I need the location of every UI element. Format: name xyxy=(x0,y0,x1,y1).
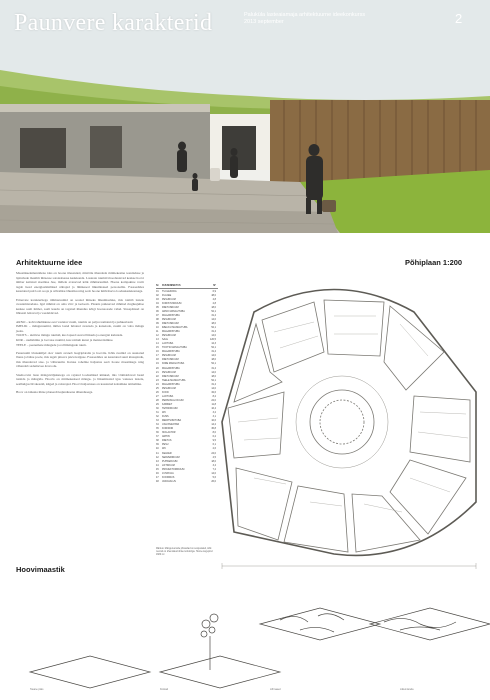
legend-header: Nr RUUMINIMETUS M² xyxy=(156,284,218,289)
room-name: MAGAMISTUBA xyxy=(162,382,180,386)
room-area: 52,1 xyxy=(211,362,216,366)
page-number: 2 xyxy=(455,11,463,26)
page-title: Paunvere karakterid xyxy=(14,10,213,36)
room-area: 52,1 xyxy=(211,346,216,350)
room-number: 42 xyxy=(156,455,159,459)
room-number: 33 xyxy=(156,419,159,423)
hero-rendering xyxy=(0,0,490,233)
room-name: TEHNORUUM xyxy=(162,407,178,410)
room-name: LAOTUBA xyxy=(162,394,174,398)
room-number: 31 xyxy=(156,411,159,415)
room-name: FUAJEE xyxy=(162,293,172,297)
room-number: 28 xyxy=(156,398,159,402)
room-area: 14,0 xyxy=(211,354,216,358)
idea-paragraph: ARNO – kohl rahulikkuse eest vastutav ruum, ruumis on palju raamatuid ja puhkealasid. IMELIK – mänguruumid, milles lastel lubatud avastada ja katsetada, ruumi on vaba mängu jaoks. TOOTS – aktiivse mängu ruumid, kus lapsed saavad liikuda ja energiat kulutada. KIIR – uudishimu ja loovuse ruumid, kus toimub kunst ja meisterdamine. TEELE – peenemate mängude ja rollimängude ruum. xyxy=(16,319,144,347)
room-number: 17 xyxy=(156,354,159,358)
room-number: 23 xyxy=(156,378,159,382)
room-name: LAOTUBA xyxy=(162,342,174,346)
room-area: 52,1 xyxy=(211,326,216,330)
idea-paragraph: Hoov on isikuna ühise planeedi kujundusena tähendusega. xyxy=(16,390,94,395)
room-name: RIIETUSRUUM xyxy=(162,374,179,378)
room-area: 31,4 xyxy=(211,350,216,354)
room-number: 10 xyxy=(156,326,159,330)
room-area: 8,2 xyxy=(212,394,216,398)
room-number: 01 xyxy=(156,289,159,293)
room-name: WC xyxy=(162,447,166,451)
room-number: 22 xyxy=(156,374,159,378)
room-number: 40 xyxy=(156,447,159,451)
room-area: 31,4 xyxy=(211,366,216,370)
room-number: 13 xyxy=(156,338,159,342)
room-name: KORIDOR xyxy=(162,427,174,431)
room-name: SERVERIRUUM xyxy=(162,455,180,459)
legend-row xyxy=(156,480,218,484)
room-number: 46 xyxy=(156,471,159,475)
room-number: 30 xyxy=(156,407,159,410)
room-area: 32,6 xyxy=(211,390,216,394)
room-area: 14,0 xyxy=(211,317,216,321)
floor-plan xyxy=(214,272,484,572)
diagram-caption: Lõhnaaed xyxy=(270,688,281,691)
room-number: 03 xyxy=(156,297,159,301)
room-name: MAGAMISTUBA xyxy=(162,350,180,354)
room-area: 18,0 xyxy=(211,459,216,463)
room-number: 16 xyxy=(156,350,159,354)
room-number: 47 xyxy=(156,475,159,479)
room-name: PESURUUM xyxy=(162,317,176,321)
room-number: 27 xyxy=(156,394,159,398)
room-name: KELDER xyxy=(162,451,172,455)
room-number: 12 xyxy=(156,334,159,338)
room-area: 14,0 xyxy=(211,471,216,475)
room-area: 14,0 xyxy=(211,370,216,374)
room-area: 2,6 xyxy=(212,447,216,451)
room-area: 120,5 xyxy=(210,338,216,342)
room-area: 3,4 xyxy=(212,463,216,467)
room-name: TOOTSI MÄNGUTUBA xyxy=(162,346,187,350)
room-name: RIIETUSRUUM xyxy=(162,358,179,362)
room-area: 12,3 xyxy=(211,342,216,346)
room-area: 2,8 xyxy=(212,301,216,305)
room-area: 4,8 xyxy=(212,297,216,301)
room-name: MEDITSIINITUBA xyxy=(162,419,182,423)
courtyard-diagrams xyxy=(0,578,490,690)
diagram-caption: Künkad xyxy=(160,688,169,691)
room-name: RIIETUSRUUM xyxy=(162,305,179,309)
diagram-caption: Tasane plats xyxy=(30,688,44,691)
room-area: 5,6 xyxy=(212,475,216,479)
room-number: 09 xyxy=(156,322,159,326)
room-name: RIIETUSRUUM xyxy=(162,322,179,326)
room-name: PUHKERUUM xyxy=(162,459,178,463)
room-area: 31,4 xyxy=(211,313,216,317)
room-number: 29 xyxy=(156,402,159,406)
room-name: ARHIIV xyxy=(162,435,170,439)
room-area: 18,0 xyxy=(211,305,216,309)
room-name: KORISTUSRUUM xyxy=(162,301,182,305)
room-name: PESURUUM xyxy=(162,297,176,301)
room-area: 18,0 xyxy=(211,322,216,326)
idea-paragraph: Sisehoovist laste mänguväljakutega on rajatud looduslikud künkad, mis võimaldavad lastel turnida ja mängida. Hoovis on mitmekesised mängu- ja liikumisalad igas vanuses lastele, sealhulgas liivakastid, kiiged ja rattarajad. Hoovi haljastuses on kasutatud kohalikke taimeliike. xyxy=(16,372,144,386)
room-area: 9,5 xyxy=(212,439,216,443)
room-name: IMELIKU MÄNGUTUBA xyxy=(162,326,188,330)
diagram-caption: Liikumisrada xyxy=(400,688,414,691)
idea-paragraph: Erinevate karakteritega rühmaruumid on seotud ühiseks liikumisalaks, mis toimib lastele avastamisradana. Igal rühmal on oma värv ja iseloom. Plaanis paiknevad rühmad ringikujulise keskse saali ümber, saali kaudu on tagatud ühendus kõigi hooneosade vahel. Sissepääsud on lihtsasti leitavad ja vaadeldavad. xyxy=(16,297,144,316)
room-number: 15 xyxy=(156,346,159,350)
idea-text xyxy=(16,271,144,398)
room-name: MAGAMISTUBA xyxy=(162,366,180,370)
room-area: 6,2 xyxy=(212,435,216,439)
room-area: 3,1 xyxy=(212,415,216,419)
room-area: 3,2 xyxy=(212,411,216,415)
room-area: 22,0 xyxy=(211,398,216,402)
room-number: 26 xyxy=(156,390,159,394)
room-number: 34 xyxy=(156,423,159,427)
room-number: 06 xyxy=(156,309,159,313)
room-number: 25 xyxy=(156,386,159,390)
room-number: 32 xyxy=(156,415,159,419)
room-name: KIIRE MÄNGUTUBA xyxy=(162,362,185,366)
competition-subtitle: Paluküla lasteaiamaja arhitektuurne ideekonkurss 2013 september xyxy=(244,12,366,25)
room-number: 07 xyxy=(156,313,159,317)
room-number: 05 xyxy=(156,305,159,309)
room-name: JUHATAJA xyxy=(162,471,174,475)
courtyard-heading: Hoovimaastik xyxy=(16,565,65,574)
room-number: 14 xyxy=(156,342,159,346)
room-name: KÖÖK xyxy=(162,390,169,394)
room-area: 18,0 xyxy=(211,374,216,378)
room-name: SAAL xyxy=(162,338,169,342)
room-number: 08 xyxy=(156,317,159,321)
room-area: 7,2 xyxy=(212,467,216,471)
room-legend xyxy=(156,284,218,484)
room-name: PROJEKTORIRUUM xyxy=(162,467,185,471)
room-name: MAGAMISTUBA xyxy=(162,313,180,317)
room-area: 11,8 xyxy=(211,402,216,406)
room-name: TUULEKODA xyxy=(162,289,177,293)
room-number: 45 xyxy=(156,467,159,471)
room-name: TEELE MÄNGUTUBA xyxy=(162,378,186,382)
room-name: ISOLAATOR xyxy=(162,431,176,435)
room-number: 43 xyxy=(156,459,159,463)
room-name: PESU xyxy=(162,443,169,447)
room-area: 6,9 xyxy=(212,289,216,293)
room-number: 04 xyxy=(156,301,159,305)
room-area: 52,1 xyxy=(211,309,216,313)
room-name: PESURUUM xyxy=(162,386,176,390)
room-area: 36,8 xyxy=(211,427,216,431)
plan-heading: Põhiplaan 1:200 xyxy=(405,258,463,267)
legend-note: Märkus: Mänguruumide põrandad on soojustatud, kõik ruumid on ühendatud ühise koridoriga. Hoone kogupind 1680 m². xyxy=(156,548,213,557)
room-name: LIFTIRUUM xyxy=(162,463,175,467)
room-area: 48,0 xyxy=(211,293,216,297)
room-name: MAGAMISTUBA xyxy=(162,330,180,334)
room-area: 16,4 xyxy=(211,407,216,410)
room-number: 35 xyxy=(156,427,159,431)
room-number: 37 xyxy=(156,435,159,439)
room-number: 18 xyxy=(156,358,159,362)
room-area: 10,6 xyxy=(211,419,216,423)
room-name: ARNO MÄNGUTUBA xyxy=(162,309,185,313)
room-name: DUŠŠ xyxy=(162,415,169,419)
room-name: RIIETUS xyxy=(162,439,172,443)
room-number: 24 xyxy=(156,382,159,386)
room-name: PESURUUM xyxy=(162,370,176,374)
room-name: VARJUALUS xyxy=(162,479,176,483)
idea-paragraph: Pesuruumi lõunaküljel olev ruum avaneb laagriplatsile ja hoovile. Kõik ruumid on suunatud lõuna ja lääne poole, mis tagab piisava päevavalguse. Fassaadides on kasutatud suuri klaaspindu, mis ühendavad sise- ja välisruumi. Katuse roheline haljastus seob hoone maastikuga ning vähendab sademevee äravoolu. xyxy=(16,350,144,369)
room-name: KABINET xyxy=(162,402,173,406)
room-number: 21 xyxy=(156,370,159,374)
room-area: 8,0 xyxy=(212,431,216,435)
idea-heading: Arhitektuurne idee xyxy=(16,258,83,267)
room-area: 14,2 xyxy=(211,423,216,427)
room-area: 31,4 xyxy=(211,330,216,334)
room-number: 48 xyxy=(156,479,159,483)
room-name: PESURUUM xyxy=(162,354,176,358)
idea-paragraph: Maastikuelementidena ides on hoone ülesanded, mistõttu ühendada mitmekesine teeninduse ja õpitubade maailm ühtsesse sotsiaalsesse keskkonda. Lasteaia ruumid moodustavad keskse hoovi ümber kaitstud sisemise õue, millele avanevad kõik rühmaruumid. Hoone kompaktne vorm tagab head energiasäästlikud näitajad ja lühikesed liikumisteed personalile. Fassaadides kasutatud puit loob sooja ja sõbraliku õhustiku ning seob hoone ümbritseva looduskeskkonnaga. xyxy=(16,271,144,294)
room-area: 14,0 xyxy=(211,386,216,390)
room-number: 02 xyxy=(156,293,159,297)
room-number: 11 xyxy=(156,330,159,334)
room-area: 14,0 xyxy=(211,334,216,338)
room-name: PERSONALI RUUM xyxy=(162,398,184,402)
room-number: 44 xyxy=(156,463,159,467)
room-area: 26,0 xyxy=(211,479,216,483)
room-area: 6,1 xyxy=(212,443,216,447)
room-number: 20 xyxy=(156,366,159,370)
room-area: 24,0 xyxy=(211,451,216,455)
room-name: WC xyxy=(162,411,166,415)
room-name: PESURUUM xyxy=(162,334,176,338)
room-name: KOORMUS xyxy=(162,475,175,479)
room-area: 18,0 xyxy=(211,358,216,362)
room-number: 38 xyxy=(156,439,159,443)
room-number: 41 xyxy=(156,451,159,455)
room-area: 4,5 xyxy=(212,455,216,459)
room-name: VÄLIINVENTAR xyxy=(162,423,180,427)
room-number: 39 xyxy=(156,443,159,447)
room-area: 52,1 xyxy=(211,378,216,382)
room-number: 36 xyxy=(156,431,159,435)
room-number: 19 xyxy=(156,362,159,366)
room-area: 31,4 xyxy=(211,382,216,386)
